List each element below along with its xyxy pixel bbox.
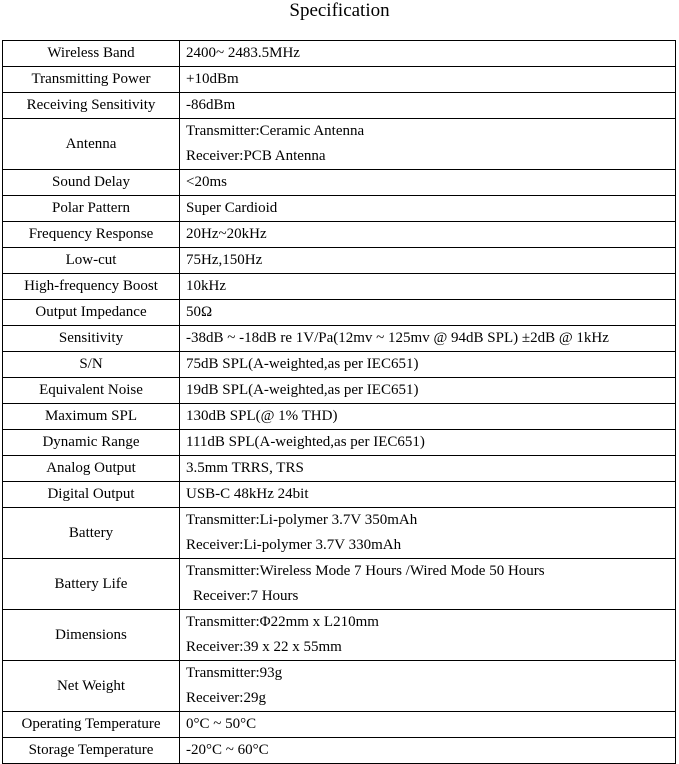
spec-value-cell	[180, 661, 676, 712]
spec-row	[3, 67, 676, 93]
page-title: Specification	[289, 0, 390, 21]
spec-value-cell	[180, 41, 676, 67]
spec-value: 75Hz,150Hz	[186, 252, 263, 268]
spec-row	[3, 222, 676, 248]
spec-label: Wireless Band	[3, 41, 180, 67]
spec-row	[3, 352, 676, 378]
spec-value-cell	[180, 300, 676, 326]
spec-value: -86dBm	[186, 97, 236, 113]
spec-label: Low-cut	[3, 248, 180, 274]
spec-value-cell	[180, 738, 676, 764]
spec-label: Polar Pattern	[3, 196, 180, 222]
spec-label: Output Impedance	[3, 300, 180, 326]
spec-value: Receiver:7 Hours	[193, 588, 299, 604]
spec-label: Maximum SPL	[3, 404, 180, 430]
spec-value-cell	[180, 482, 676, 508]
spec-row	[3, 326, 676, 352]
spec-value: Receiver:29g	[186, 690, 266, 706]
spec-value: 10kHz	[186, 278, 226, 294]
spec-value: Receiver:Li-polymer 3.7V 330mAh	[186, 537, 402, 553]
spec-row	[3, 482, 676, 508]
spec-value-cell	[180, 404, 676, 430]
spec-value-cell	[180, 274, 676, 300]
spec-value: Transmitter:93g	[186, 665, 283, 681]
spec-value-cell	[180, 712, 676, 738]
spec-value-cell	[180, 559, 676, 610]
spec-label: Net Weight	[3, 661, 180, 712]
spec-row	[3, 119, 676, 170]
spec-value: 130dB SPL(@ 1% THD)	[186, 408, 338, 424]
spec-value: 19dB SPL(A-weighted,as per IEC651)	[186, 382, 419, 398]
spec-row	[3, 300, 676, 326]
spec-value: -20°C ~ 60°C	[186, 742, 269, 758]
spec-label: Antenna	[3, 119, 180, 170]
spec-label: Equivalent Noise	[3, 378, 180, 404]
spec-value-cell	[180, 430, 676, 456]
spec-label: Operating Temperature	[3, 712, 180, 738]
spec-row	[3, 508, 676, 559]
spec-value: Transmitter:Wireless Mode 7 Hours /Wired Mode 50 Hours	[186, 563, 545, 579]
spec-value: 111dB SPL(A-weighted,as per IEC651)	[186, 434, 425, 450]
spec-value: Super Cardioid	[186, 200, 278, 216]
spec-value-cell	[180, 93, 676, 119]
spec-value: Receiver:39 x 22 x 55mm	[186, 639, 342, 655]
spec-row	[3, 559, 676, 610]
spec-label: Analog Output	[3, 456, 180, 482]
spec-table	[2, 40, 676, 764]
spec-value: 50Ω	[186, 304, 213, 320]
spec-label: High-frequency Boost	[3, 274, 180, 300]
spec-row	[3, 274, 676, 300]
spec-value-cell	[180, 352, 676, 378]
spec-value: Transmitter:Ceramic Antenna	[186, 123, 365, 139]
spec-value: 3.5mm TRRS, TRS	[186, 460, 304, 476]
spec-label: Receiving Sensitivity	[3, 93, 180, 119]
spec-row	[3, 738, 676, 764]
spec-value: 2400~ 2483.5MHz	[186, 45, 300, 61]
spec-value: Transmitter:Φ22mm x L210mm	[186, 614, 379, 630]
spec-row	[3, 404, 676, 430]
spec-label: Digital Output	[3, 482, 180, 508]
spec-row	[3, 456, 676, 482]
spec-value: USB-C 48kHz 24bit	[186, 486, 309, 502]
spec-value: 20Hz~20kHz	[186, 226, 267, 242]
spec-label: S/N	[3, 352, 180, 378]
spec-value: 0°C ~ 50°C	[186, 716, 257, 732]
spec-row	[3, 661, 676, 712]
spec-value-cell	[180, 610, 676, 661]
spec-value-cell	[180, 67, 676, 93]
spec-row	[3, 430, 676, 456]
spec-value-cell	[180, 222, 676, 248]
spec-value-cell	[180, 119, 676, 170]
spec-row	[3, 170, 676, 196]
spec-row	[3, 196, 676, 222]
spec-label: Battery Life	[3, 559, 180, 610]
spec-value-cell	[180, 196, 676, 222]
spec-label: Storage Temperature	[3, 738, 180, 764]
spec-row	[3, 712, 676, 738]
spec-value: 75dB SPL(A-weighted,as per IEC651)	[186, 356, 419, 372]
spec-label: Transmitting Power	[3, 67, 180, 93]
spec-value: Transmitter:Li-polymer 3.7V 350mAh	[186, 512, 418, 528]
spec-value: <20ms	[186, 174, 227, 190]
spec-row	[3, 378, 676, 404]
spec-row	[3, 41, 676, 67]
spec-label: Sound Delay	[3, 170, 180, 196]
spec-label: Dimensions	[3, 610, 180, 661]
spec-label: Battery	[3, 508, 180, 559]
spec-row	[3, 248, 676, 274]
spec-label: Sensitivity	[3, 326, 180, 352]
spec-value-cell	[180, 378, 676, 404]
spec-row	[3, 610, 676, 661]
spec-value-cell	[180, 326, 676, 352]
spec-value-cell	[180, 248, 676, 274]
spec-value: -38dB ~ -18dB re 1V/Pa(12mv ~ 125mv @ 94dB SPL) ±2dB @ 1kHz	[186, 330, 609, 346]
spec-value: Receiver:PCB Antenna	[186, 148, 326, 164]
spec-value-cell	[180, 170, 676, 196]
spec-row	[3, 93, 676, 119]
spec-value: +10dBm	[186, 71, 239, 87]
spec-value-cell	[180, 456, 676, 482]
spec-label: Frequency Response	[3, 222, 180, 248]
spec-label: Dynamic Range	[3, 430, 180, 456]
spec-value-cell	[180, 508, 676, 559]
